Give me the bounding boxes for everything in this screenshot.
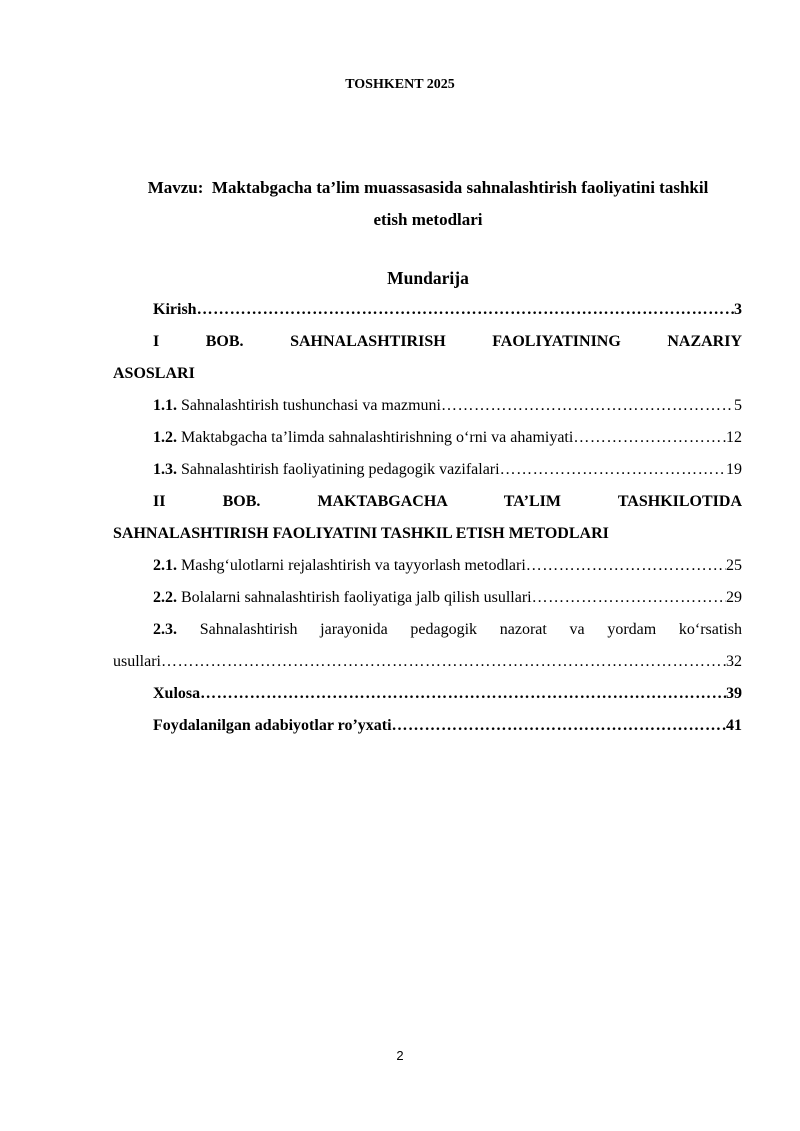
toc-entry-page: 41	[726, 717, 742, 734]
toc-entry-number: 2.1.	[153, 557, 177, 574]
toc-entry-page: 25	[726, 557, 742, 574]
toc-leader-dots	[197, 294, 734, 326]
toc-entry-page: 19	[726, 461, 742, 478]
toc-entry-number: 2.2.	[153, 589, 177, 606]
toc-entry-page: 3	[734, 301, 742, 318]
toc-entry-1-1	[113, 390, 742, 422]
toc-entry-references	[113, 710, 742, 742]
table-of-contents	[113, 294, 742, 742]
toc-leader-dots	[500, 454, 726, 486]
toc-entry-page: 12	[726, 429, 742, 446]
toc-chapter-1-line-1: I BOB. SAHNALASHTIRISH FAOLIYATINING NAZARIY	[153, 333, 742, 350]
toc-leader-dots	[200, 678, 726, 710]
toc-entry-title: Kirish	[153, 301, 197, 318]
toc-entry-title-continued: usullari	[113, 653, 161, 670]
city-year-heading: TOSHKENT 2025	[345, 77, 455, 92]
toc-entry-conclusion	[113, 678, 742, 710]
toc-entry-title: Xulosa	[153, 685, 201, 702]
toc-entry-number: 1.1.	[153, 397, 177, 414]
toc-chapter-1-line-2: ASOSLARI	[113, 365, 195, 382]
toc-entry-2-3-line-1	[113, 614, 742, 646]
toc-entry-1-2	[113, 422, 742, 454]
topic-title	[112, 172, 744, 236]
toc-leader-dots	[573, 422, 726, 454]
toc-entry-2-2	[113, 582, 742, 614]
toc-entry-title: Maktabgacha ta’limda sahnalashtirishning o‘rni va ahamiyati	[181, 429, 574, 446]
topic-label: Mavzu:	[147, 178, 204, 197]
toc-entry-page: 29	[726, 589, 742, 606]
toc-leader-dots	[441, 390, 734, 422]
topic-line-2: etish metodlari	[373, 210, 483, 229]
toc-entry-title: Bolalarni sahnalashtirish faoliyatiga jalb qilish usullari	[181, 589, 532, 606]
toc-entry-2-3-line-2	[113, 646, 742, 678]
toc-entry-title: Foydalanilgan adabiyotlar ro’yxati	[153, 717, 392, 734]
toc-entry-page: 32	[726, 653, 742, 670]
toc-entry-title: Sahnalashtirish jarayonida pedagogik nazorat va yordam ko‘rsatish	[199, 621, 743, 638]
toc-entry-1-3	[113, 454, 742, 486]
toc-leader-dots	[161, 646, 726, 678]
toc-heading: Mundarija	[387, 268, 469, 288]
toc-chapter-2-line-2: SAHNALASHTIRISH FAOLIYATINI TASHKIL ETISH METODLARI	[113, 525, 609, 542]
toc-entry-2-1	[113, 550, 742, 582]
toc-entry-page: 39	[726, 685, 742, 702]
toc-entry-number: 1.2.	[153, 429, 177, 446]
toc-entry-number: 1.3.	[153, 461, 177, 478]
page-number: 2	[396, 1048, 404, 1063]
toc-entry-title: Sahnalashtirish tushunchasi va mazmuni	[181, 397, 441, 414]
toc-entry-page: 5	[734, 397, 742, 414]
toc-leader-dots	[532, 582, 726, 614]
topic-line-1	[112, 172, 744, 204]
toc-entry-title: Mashg‘ulotlarni rejalashtirish va tayyorlash metodlari	[181, 557, 526, 574]
topic-text-1: Maktabgacha ta’lim muassasasida sahnalashtirish faoliyatini tashkil	[211, 178, 709, 197]
toc-entry-intro	[113, 294, 742, 326]
toc-entry-number: 2.3.	[153, 621, 177, 638]
toc-chapter-2-line-1: II BOB. MAKTABGACHA TA’LIM TASHKILOTIDA	[153, 493, 742, 510]
toc-entry-title: Sahnalashtirish faoliyatining pedagogik vazifalari	[181, 461, 500, 478]
toc-leader-dots	[526, 550, 726, 582]
toc-leader-dots	[392, 710, 726, 742]
